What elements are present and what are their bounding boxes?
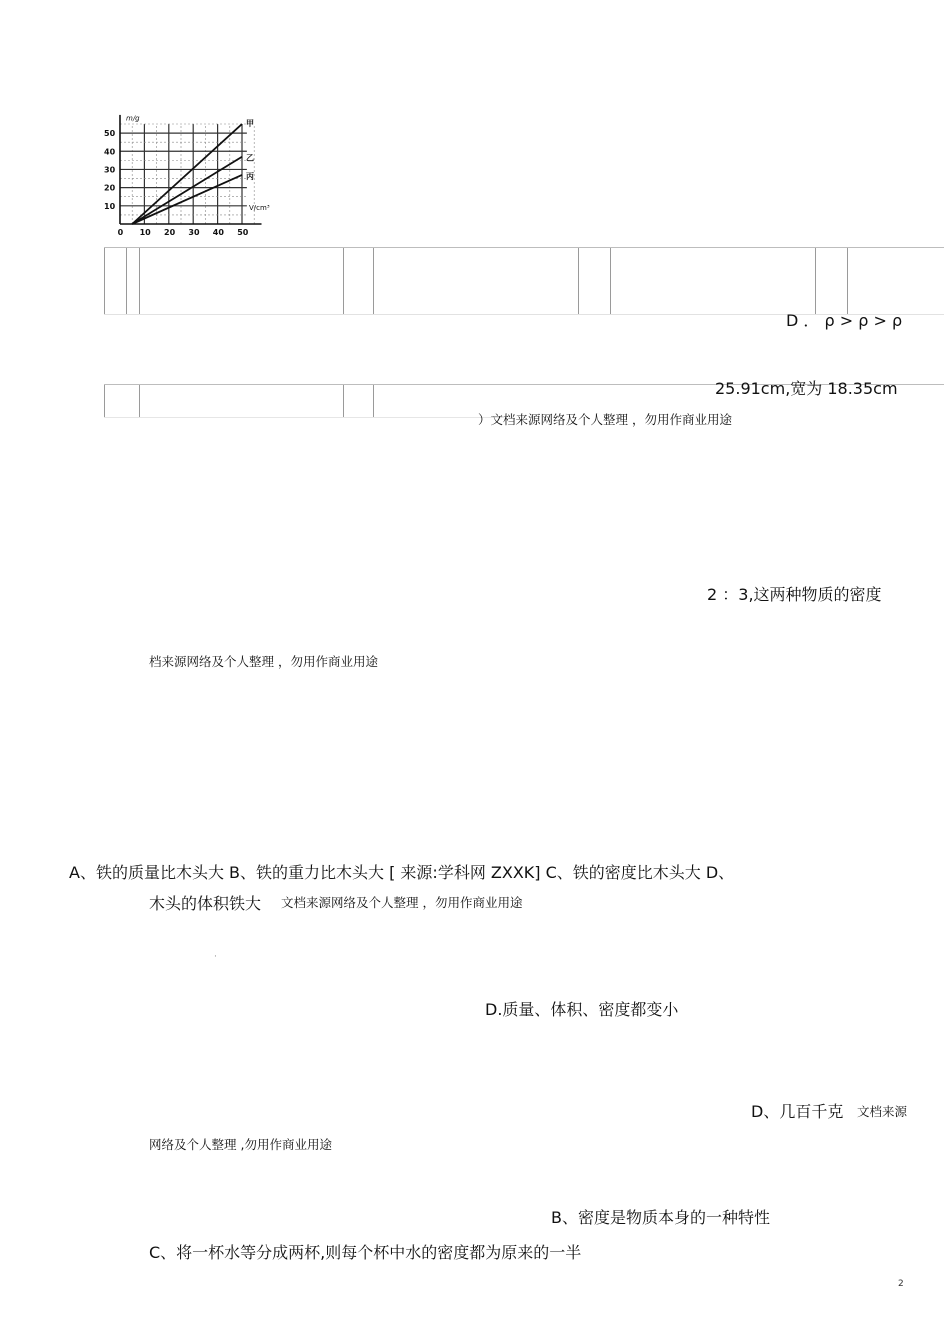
question-choices: A、铁的质量比木头大 B、铁的重力比木头大 [ 来源:学科网 ZXXK] C、铁的密度比木头大 D、: [69, 863, 735, 882]
y-tick-label: 40: [104, 147, 116, 157]
mass-volume-chart: [100, 112, 270, 244]
source-note: 网络及个人整理 ,勿用作商业用途: [149, 1137, 332, 1152]
measurement-text: 25.91cm,宽为 18.35cm: [715, 379, 898, 398]
option-d-all-smaller: D.质量、体积、密度都变小: [485, 1000, 679, 1019]
source-note: 文档来源网络及个人整理 ，勿用作商业用途: [281, 895, 523, 910]
series-label-3: 丙: [246, 171, 254, 181]
stray-dot: ·: [214, 952, 217, 962]
option-c-water-split: C、将一杯水等分成两杯,则每个杯中水的密度都为原来的一半: [149, 1243, 582, 1262]
source-note: ）文档来源网络及个人整理 ，勿用作商业用途: [478, 412, 732, 427]
y-tick-label: 10: [104, 201, 116, 211]
series-label-2: 乙: [246, 153, 254, 163]
y-tick-label: 30: [104, 165, 116, 175]
y-axis-label: m/g: [126, 114, 140, 123]
x-tick-label: 30: [188, 228, 200, 237]
x-tick-label: 50: [237, 228, 249, 237]
page-number: 2: [898, 1279, 904, 1289]
x-tick-label: 40: [212, 228, 224, 237]
x-axis-label: V/cm³: [249, 204, 270, 212]
y-tick-label: 50: [104, 129, 116, 139]
option-d-hundreds-kg: D、几百千克: [751, 1102, 844, 1121]
y-tick-label: 20: [104, 183, 116, 193]
option-b-density-property: B、密度是物质本身的一种特性: [551, 1208, 770, 1227]
x-tick-label: 0: [117, 228, 124, 237]
series-line-1: [132, 124, 242, 224]
option-d-density-order: D ． ρ > ρ > ρ: [786, 311, 903, 330]
x-tick-label: 10: [139, 228, 151, 237]
series-line-3: [132, 175, 242, 224]
series-label-1: 甲: [246, 119, 254, 128]
ratio-text: 2 ：3,这两种物质的密度: [707, 585, 882, 604]
source-note: 档来源网络及个人整理 ，勿用作商业用途: [149, 654, 378, 669]
x-tick-label: 20: [164, 228, 176, 237]
series-line-2: [132, 157, 242, 224]
source-note: 文档来源: [857, 1104, 908, 1119]
question-choice-d: 木头的体积铁大: [149, 894, 262, 913]
